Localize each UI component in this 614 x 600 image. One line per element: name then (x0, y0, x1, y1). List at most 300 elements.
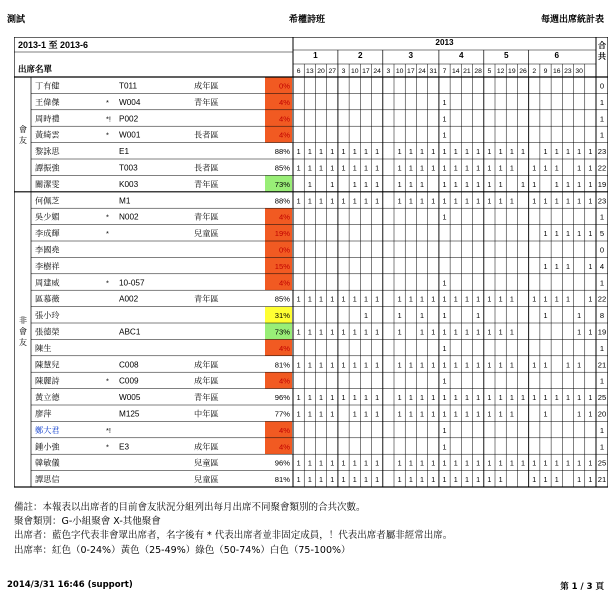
row-total: 22 (597, 163, 607, 173)
attendance-mark: 1 (498, 360, 503, 370)
day-label: 17 (362, 68, 370, 75)
attendance-mark: 1 (363, 409, 368, 419)
member-area: 青年區 (194, 294, 219, 304)
attendance-mark: 1 (588, 393, 593, 403)
month-label: 6 (554, 51, 560, 60)
attendance-mark: 1 (476, 409, 481, 419)
attendance-mark: 1 (363, 393, 368, 403)
member-name: 韓敏儀 (35, 458, 60, 468)
attendance-mark: 1 (307, 458, 312, 468)
attendance-mark: 1 (509, 294, 514, 304)
row-total: 1 (599, 114, 605, 124)
attendance-mark: 1 (487, 393, 492, 403)
member-name: 黃綺雲 (35, 130, 60, 140)
row-total: 4 (599, 261, 605, 271)
member-code: ABC1 (119, 327, 141, 337)
day-label: 5 (487, 68, 492, 75)
attendance-mark: 1 (588, 327, 593, 337)
month-label: 3 (408, 51, 414, 60)
group-label: 友 (18, 135, 28, 145)
member-area: 青年區 (194, 179, 219, 189)
attendance-mark: 1 (330, 475, 335, 485)
attendance-mark: 1 (453, 393, 458, 403)
day-label: 27 (328, 68, 337, 75)
attendance-mark: 1 (554, 179, 559, 189)
attendance-mark: 1 (442, 409, 447, 419)
attendance-mark: 1 (476, 360, 481, 370)
attendance-mark: 1 (330, 179, 335, 189)
attendance-mark: 1 (375, 360, 380, 370)
attendance-mark: 1 (442, 294, 447, 304)
attendance-mark: 1 (487, 475, 492, 485)
member-code: E3 (119, 442, 130, 452)
attendance-mark: 1 (565, 393, 570, 403)
day-label: 14 (451, 68, 460, 75)
row-total: 1 (599, 212, 605, 222)
day-label: 13 (306, 68, 314, 75)
attendance-mark: 1 (319, 147, 324, 157)
attendance-mark: 1 (408, 147, 413, 157)
group-label: 友 (18, 338, 28, 348)
row-total: 5 (599, 229, 605, 239)
attendance-mark: 1 (464, 147, 469, 157)
member-name: 鍾小強 (35, 442, 60, 452)
attendance-mark: 1 (532, 163, 537, 173)
attendance-rate: 4% (279, 130, 290, 140)
member-code: C009 (119, 376, 139, 386)
attendance-mark: 1 (487, 294, 492, 304)
report-frame (14, 37, 608, 487)
attendance-mark: 1 (319, 409, 324, 419)
member-name: 周時禮 (35, 114, 60, 124)
header-title: 希權詩班 (288, 15, 325, 25)
attendance-mark: 1 (442, 376, 447, 386)
attendance-mark: 1 (487, 163, 492, 173)
attendance-mark: 1 (442, 343, 447, 353)
attendance-mark: 1 (588, 147, 593, 157)
attendance-mark: 1 (420, 163, 425, 173)
group-label: 會 (18, 327, 28, 337)
attendance-rate: 4% (279, 278, 290, 288)
attendance-mark: 1 (464, 294, 469, 304)
attendance-mark: 1 (464, 196, 469, 206)
attendance-mark: 1 (554, 163, 559, 173)
day-label: 26 (519, 68, 527, 75)
member-name: 李成輝 (35, 229, 60, 239)
member-code: A002 (119, 294, 139, 304)
row-total: 22 (597, 294, 607, 304)
attendance-mark: 1 (498, 327, 503, 337)
notes (14, 501, 452, 558)
attendance-mark: 1 (521, 147, 526, 157)
attendance-mark: 1 (476, 458, 481, 468)
member-code: W001 (119, 130, 141, 140)
attendance-mark: 1 (543, 409, 548, 419)
row-total: 20 (597, 409, 607, 419)
attendance-mark: 1 (442, 130, 447, 140)
row-total: 19 (597, 179, 607, 189)
row-total: 25 (597, 458, 607, 468)
attendance-mark: 1 (442, 212, 447, 222)
attendance-mark: 1 (397, 393, 402, 403)
attendance-mark: 1 (296, 294, 301, 304)
member-name: 陳生 (35, 343, 52, 353)
attendance-mark: 1 (509, 360, 514, 370)
attendance-grid (14, 37, 608, 489)
attendance-mark: 1 (453, 458, 458, 468)
attendance-mark: 1 (319, 294, 324, 304)
attendance-report (14, 37, 608, 489)
attendance-mark: 1 (319, 327, 324, 337)
row-total: 21 (597, 475, 607, 485)
attendance-mark: 1 (565, 196, 570, 206)
attendance-mark: 1 (420, 147, 425, 157)
day-label: 24 (418, 68, 426, 75)
attendance-mark: 1 (588, 261, 593, 271)
day-label: 6 (296, 68, 301, 75)
attendance-mark: 1 (397, 294, 402, 304)
member-code: T011 (119, 81, 138, 91)
attendance-rate: 73% (274, 327, 290, 337)
attendance-mark: 1 (442, 147, 447, 157)
attendance-mark: 1 (554, 294, 559, 304)
attendance-mark: 1 (543, 360, 548, 370)
attendance-mark: 1 (431, 393, 436, 403)
attendance-mark: 1 (307, 294, 312, 304)
attendance-mark: 1 (420, 409, 425, 419)
attendance-mark: 1 (375, 163, 380, 173)
attendance-mark: 1 (420, 311, 425, 321)
member-name: 李國堯 (35, 245, 60, 255)
attendance-mark: 1 (487, 179, 492, 189)
attendance-mark: 1 (442, 360, 447, 370)
attendance-rate: 4% (279, 343, 290, 353)
attendance-mark: 1 (307, 196, 312, 206)
member-area: 青年區 (194, 212, 219, 222)
attendance-mark: 1 (375, 147, 380, 157)
row-total: 1 (599, 343, 605, 353)
attendance-mark: 1 (397, 458, 402, 468)
attendance-mark: 1 (498, 163, 503, 173)
member-area: 長者區 (194, 163, 219, 173)
group-label: 會 (18, 124, 28, 134)
attendance-rate: 0% (279, 81, 290, 91)
attendance-mark: 1 (464, 409, 469, 419)
attendance-mark: 1 (330, 196, 335, 206)
attendance-mark: 1 (296, 409, 301, 419)
attendance-mark: 1 (319, 196, 324, 206)
row-total: 23 (597, 196, 607, 206)
attendance-mark: 1 (577, 311, 582, 321)
attendance-mark: 1 (341, 147, 346, 157)
attendance-mark: 1 (532, 475, 537, 485)
attendance-mark: 1 (464, 393, 469, 403)
row-total: 1 (599, 130, 605, 140)
attendance-mark: 1 (565, 179, 570, 189)
attendance-mark: 1 (363, 163, 368, 173)
member-name: 陳麗詩 (35, 376, 60, 386)
day-label: 30 (575, 68, 583, 75)
row-total: 19 (597, 327, 607, 337)
attendance-mark: 1 (442, 114, 447, 124)
member-code: E1 (119, 147, 130, 157)
row-total: 21 (597, 360, 607, 370)
attendance-mark: 1 (375, 458, 380, 468)
attendance-mark: 1 (363, 311, 368, 321)
attendance-mark: 1 (319, 458, 324, 468)
attendance-mark: 1 (363, 147, 368, 157)
attendance-rate: 4% (279, 442, 290, 452)
member-area: 青年區 (194, 393, 219, 403)
attendance-mark: 1 (577, 475, 582, 485)
row-total: 8 (599, 311, 605, 321)
attendance-mark: 1 (341, 327, 346, 337)
row-total: 1 (599, 97, 605, 107)
attendance-mark: 1 (363, 179, 368, 189)
attendance-mark: 1 (352, 409, 357, 419)
member-area: 兒童區 (194, 475, 219, 485)
day-label: 16 (552, 68, 561, 75)
total-header: 合 (598, 41, 606, 50)
attendance-mark: 1 (363, 475, 368, 485)
attendance-mark: 1 (341, 475, 346, 485)
day-label: 10 (350, 68, 359, 75)
member-mark: * (106, 130, 109, 140)
attendance-mark: 1 (363, 196, 368, 206)
attendance-rate: 15% (274, 261, 290, 271)
member-code: 10-057 (119, 278, 145, 288)
attendance-mark: 1 (296, 196, 301, 206)
header-left: 測試 (7, 15, 26, 25)
attendance-mark: 1 (330, 393, 335, 403)
attendance-mark: 1 (341, 196, 346, 206)
member-name: 陳慧兒 (35, 360, 60, 370)
attendance-mark: 1 (330, 360, 335, 370)
attendance-mark: 1 (397, 196, 402, 206)
attendance-mark: 1 (363, 458, 368, 468)
group-label: 非 (18, 316, 28, 326)
attendance-mark: 1 (487, 458, 492, 468)
attendance-mark: 1 (330, 294, 335, 304)
attendance-rate: 85% (274, 294, 290, 304)
attendance-mark: 1 (543, 475, 548, 485)
attendance-mark: 1 (532, 294, 537, 304)
attendance-mark: 1 (363, 360, 368, 370)
attendance-mark: 1 (509, 458, 514, 468)
attendance-mark: 1 (442, 163, 447, 173)
attendance-mark: 1 (420, 360, 425, 370)
attendance-mark: 1 (554, 261, 559, 271)
attendance-mark: 1 (543, 294, 548, 304)
attendance-mark: 1 (554, 475, 559, 485)
attendance-mark: 1 (453, 409, 458, 419)
attendance-rate: 73% (274, 179, 290, 189)
attendance-mark: 1 (453, 147, 458, 157)
row-total: 1 (599, 376, 605, 386)
attendance-mark: 1 (442, 442, 447, 452)
attendance-mark: 1 (341, 294, 346, 304)
footer-page-number: 第 1 / 3 頁 (560, 582, 604, 592)
attendance-mark: 1 (588, 229, 593, 239)
member-code: W004 (119, 97, 141, 107)
attendance-mark: 1 (509, 327, 514, 337)
day-label: 9 (543, 68, 548, 75)
member-name: 吳少媚 (35, 212, 60, 222)
member-code: M125 (119, 409, 140, 419)
month-label: 5 (503, 51, 509, 60)
attendance-mark: 1 (521, 179, 526, 189)
attendance-mark: 1 (408, 163, 413, 173)
attendance-mark: 1 (352, 163, 357, 173)
attendance-mark: 1 (464, 163, 469, 173)
member-name: 張小玲 (35, 311, 60, 321)
attendance-mark: 1 (420, 393, 425, 403)
attendance-mark: 1 (464, 360, 469, 370)
attendance-mark: 1 (352, 147, 357, 157)
attendance-mark: 1 (565, 458, 570, 468)
attendance-rate: 31% (274, 311, 290, 321)
attendance-mark: 1 (431, 196, 436, 206)
attendance-mark: 1 (509, 409, 514, 419)
attendance-mark: 1 (498, 475, 503, 485)
attendance-mark: 1 (442, 458, 447, 468)
attendance-mark: 1 (352, 179, 357, 189)
attendance-mark: 1 (464, 179, 469, 189)
attendance-mark: 1 (565, 261, 570, 271)
attendance-rate: 88% (274, 196, 290, 206)
member-mark: *! (106, 425, 112, 435)
note-rate-legend: 出席率：紅色（0-24%）黃色（25-49%）綠色（50-74%）白色（75-100%） (14, 544, 351, 556)
member-code: T003 (119, 163, 138, 173)
attendance-mark: 1 (442, 311, 447, 321)
attendance-mark: 1 (330, 458, 335, 468)
attendance-mark: 1 (352, 393, 357, 403)
attendance-rate: 85% (274, 163, 290, 173)
member-name: 區慕薇 (35, 294, 60, 304)
attendance-rate: 4% (279, 376, 290, 386)
attendance-mark: 1 (319, 393, 324, 403)
attendance-mark: 1 (453, 475, 458, 485)
member-area: 成年區 (194, 81, 219, 91)
row-total: 0 (599, 81, 605, 91)
attendance-mark: 1 (352, 327, 357, 337)
attendance-mark: 1 (532, 196, 537, 206)
member-mark: * (106, 229, 109, 239)
member-mark: * (106, 278, 109, 288)
attendance-rate: 88% (274, 147, 290, 157)
attendance-mark: 1 (375, 475, 380, 485)
member-area: 中年區 (194, 409, 219, 419)
attendance-mark: 1 (577, 409, 582, 419)
attendance-mark: 1 (577, 163, 582, 173)
attendance-mark: 1 (565, 360, 570, 370)
attendance-rate: 4% (279, 425, 290, 435)
attendance-mark: 1 (431, 163, 436, 173)
attendance-mark: 1 (498, 179, 503, 189)
attendance-mark: 1 (375, 196, 380, 206)
attendance-rate: 81% (274, 360, 290, 370)
attendance-mark: 1 (476, 147, 481, 157)
row-total: 25 (597, 393, 607, 403)
attendance-mark: 1 (442, 278, 447, 288)
attendance-mark: 1 (296, 147, 301, 157)
attendance-mark: 1 (487, 147, 492, 157)
member-area: 兒童區 (194, 458, 219, 468)
attendance-mark: 1 (431, 327, 436, 337)
attendance-mark: 1 (577, 179, 582, 189)
attendance-mark: 1 (341, 360, 346, 370)
attendance-mark: 1 (375, 327, 380, 337)
attendance-mark: 1 (464, 458, 469, 468)
attendance-mark: 1 (420, 179, 425, 189)
attendance-mark: 1 (487, 409, 492, 419)
attendance-mark: 1 (476, 311, 481, 321)
attendance-mark: 1 (543, 311, 548, 321)
attendance-mark: 1 (408, 409, 413, 419)
attendance-mark: 1 (307, 179, 312, 189)
attendance-mark: 1 (554, 458, 559, 468)
name-column-header: 出席名單 (18, 64, 53, 74)
member-name: 黎詠思 (35, 147, 60, 157)
attendance-mark: 1 (577, 147, 582, 157)
attendance-mark: 1 (352, 294, 357, 304)
attendance-mark: 1 (498, 147, 503, 157)
period-label: 2013-1 至 2013-6 (18, 40, 89, 50)
attendance-mark: 1 (565, 294, 570, 304)
attendance-mark: 1 (307, 393, 312, 403)
day-label: 7 (442, 68, 447, 75)
attendance-mark: 1 (588, 163, 593, 173)
attendance-mark: 1 (307, 163, 312, 173)
attendance-mark: 1 (442, 393, 447, 403)
attendance-mark: 1 (330, 409, 335, 419)
attendance-mark: 1 (307, 327, 312, 337)
attendance-mark: 1 (453, 196, 458, 206)
month-label: 4 (459, 51, 464, 60)
attendance-mark: 1 (453, 327, 458, 337)
member-code: P002 (119, 114, 139, 124)
total-header: 共 (598, 52, 606, 61)
attendance-mark: 1 (498, 393, 503, 403)
member-mark: *! (106, 114, 112, 124)
attendance-mark: 1 (476, 327, 481, 337)
attendance-mark: 1 (509, 196, 514, 206)
member-code: N002 (119, 212, 139, 222)
attendance-mark: 1 (408, 475, 413, 485)
attendance-mark: 1 (532, 458, 537, 468)
member-code: W005 (119, 393, 141, 403)
attendance-mark: 1 (296, 475, 301, 485)
attendance-mark: 1 (420, 196, 425, 206)
attendance-mark: 1 (543, 458, 548, 468)
attendance-mark: 1 (442, 475, 447, 485)
attendance-mark: 1 (408, 179, 413, 189)
attendance-mark: 1 (498, 409, 503, 419)
attendance-mark: 1 (420, 327, 425, 337)
attendance-mark: 1 (521, 393, 526, 403)
attendance-mark: 1 (375, 294, 380, 304)
attendance-mark: 1 (431, 458, 436, 468)
row-total: 1 (599, 442, 605, 452)
header-right: 每週出席統計表 (540, 15, 604, 25)
member-mark: * (106, 442, 109, 452)
attendance-mark: 1 (577, 229, 582, 239)
attendance-mark: 1 (442, 425, 447, 435)
attendance-mark: 1 (319, 163, 324, 173)
day-label: 3 (341, 68, 346, 75)
attendance-mark: 1 (588, 179, 593, 189)
attendance-mark: 1 (397, 147, 402, 157)
